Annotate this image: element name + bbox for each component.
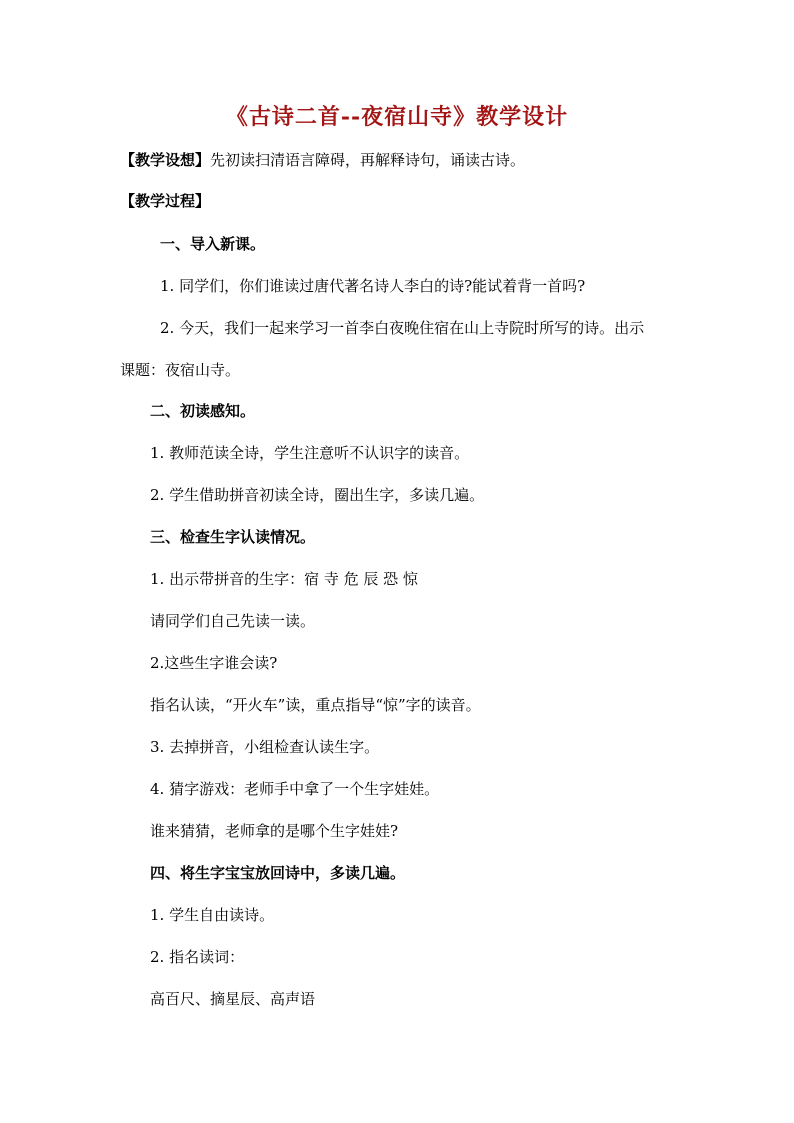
section1-item1: 1. 同学们，你们谁读过唐代著名诗人李白的诗?能试着背一首吗? [160,277,586,295]
section4-item1: 1. 学生自由读诗。 [150,906,275,924]
design-paragraph [120,150,525,170]
section3-heading: 三、检查生字认读情况。 [150,528,316,546]
section1-item2-line2: 课题：夜宿山寺。 [120,361,241,379]
section3-item2-note: 指名认读，“开火车”读，重点指导“惊”字的读音。 [150,696,481,714]
section3-item1-note: 请同学们自己先读一读。 [150,612,316,630]
section4-item2-words: 高百尺、摘星辰、高声语 [150,990,316,1008]
section4-heading: 四、将生字宝宝放回诗中，多读几遍。 [150,864,406,882]
process-label: 【教学过程】 [120,192,211,210]
section3-item4-note: 谁来猜猜，老师拿的是哪个生字娃娃? [150,822,399,840]
section3-item2: 2.这些生字谁会读? [150,654,278,672]
document-title: 《古诗二首--夜宿山寺》教学设计 [225,104,569,130]
design-text: 先初读扫清语言障碍，再解释诗句，诵读古诗。 [210,151,526,169]
design-label: 【教学设想】 [120,151,211,169]
section3-item4: 4. 猜字游戏：老师手中拿了一个生字娃娃。 [150,780,440,798]
section3-item1: 1. 出示带拼音的生字：宿 寺 危 辰 恐 惊 [150,570,418,588]
section1-item2-line1: 2. 今天，我们一起来学习一首李白夜晚住宿在山上寺院时所写的诗。出示 [160,319,645,337]
section2-heading: 二、初读感知。 [150,402,256,420]
section2-item2: 2. 学生借助拼音初读全诗，圈出生字，多读几遍。 [150,486,485,504]
section2-item1: 1. 教师范读全诗，学生注意听不认识字的读音。 [150,444,470,462]
section4-item2: 2. 指名读词： [150,948,245,966]
section3-item3: 3. 去掉拼音，小组检查认读生字。 [150,738,380,756]
section1-heading: 一、导入新课。 [160,235,266,253]
